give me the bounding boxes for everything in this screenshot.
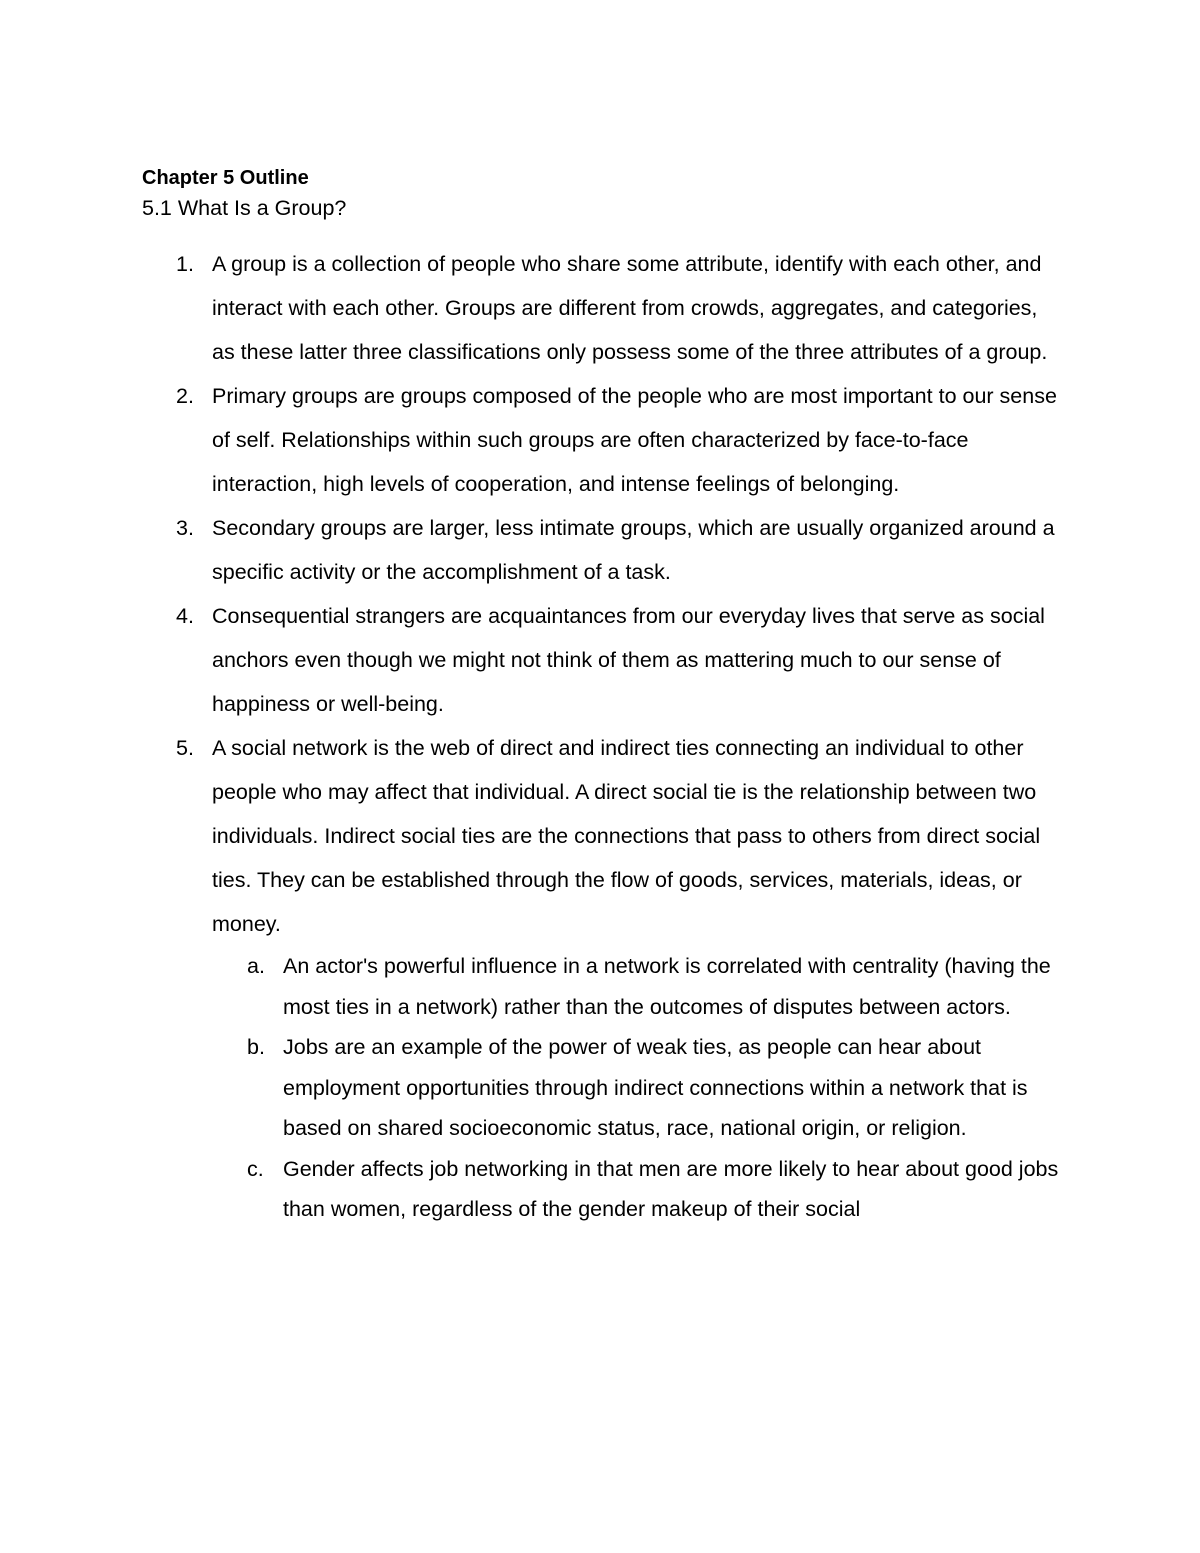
list-item bbox=[142, 374, 1062, 506]
sub-item-text: Jobs are an example of the power of weak ties, as people can hear about employment opportunities through indirect connections within a network that is based on shared socioeconomic status, race, national origin, or religion. bbox=[283, 1035, 1028, 1140]
item-text: Secondary groups are larger, less intimate groups, which are usually organized around a specific activity or the accomplishment of a task. bbox=[212, 516, 1055, 584]
section-title: 5.1 What Is a Group? bbox=[142, 196, 347, 220]
item-number: 3. bbox=[176, 516, 194, 540]
item-number: 4. bbox=[176, 604, 194, 628]
list-item bbox=[142, 242, 1062, 374]
item-text: Primary groups are groups composed of the people who are most important to our sense of self. Relationships within such groups are often characterized by face-to-face interaction, high levels of cooperation, and intense feelings of belonging. bbox=[212, 384, 1057, 496]
chapter-title: Chapter 5 Outline bbox=[142, 167, 309, 189]
sub-item-text: Gender affects job networking in that men are more likely to hear about good jobs than women, regardless of the gender makeup of their social bbox=[283, 1156, 1059, 1221]
sub-item-letter: b. bbox=[247, 1035, 265, 1059]
sub-item-text: An actor's powerful influence in a network is correlated with centrality (having the most ties in a network) rather than the outcomes of disputes between actors. bbox=[283, 954, 1051, 1019]
sub-item-letter: c. bbox=[247, 1156, 264, 1181]
item-number: 2. bbox=[176, 384, 194, 408]
item-text: A group is a collection of people who share some attribute, identify with each other, and interact with each other. Groups are different from crowds, aggregates, and categories, as these latter three classifications only possess some of the three attributes of a group. bbox=[212, 252, 1048, 364]
item-number: 1. bbox=[176, 252, 194, 276]
item-text: Consequential strangers are acquaintances from our everyday lives that serve as social anchors even though we might not think of them as mattering much to our sense of happiness or well-being. bbox=[212, 604, 1045, 716]
item-text: A social network is the web of direct and indirect ties connecting an individual to other people who may affect that individual. A direct social tie is the relationship between two individuals. Indirect social ties are the connections that pass to others from direct social ties. They can be established through the flow of goods, services, materials, ideas, or money. bbox=[212, 736, 1041, 936]
sub-list bbox=[212, 946, 1062, 1230]
document-page bbox=[142, 164, 1062, 1230]
list-item bbox=[142, 726, 1062, 1230]
list-item bbox=[142, 506, 1062, 594]
sub-list-item bbox=[212, 1149, 1063, 1230]
item-number: 5. bbox=[176, 736, 194, 760]
outline-list bbox=[142, 242, 1062, 1230]
sub-list-item bbox=[212, 946, 1063, 1027]
list-item bbox=[142, 594, 1062, 726]
sub-list-item bbox=[212, 1027, 1063, 1149]
sub-item-letter: a. bbox=[247, 954, 265, 978]
